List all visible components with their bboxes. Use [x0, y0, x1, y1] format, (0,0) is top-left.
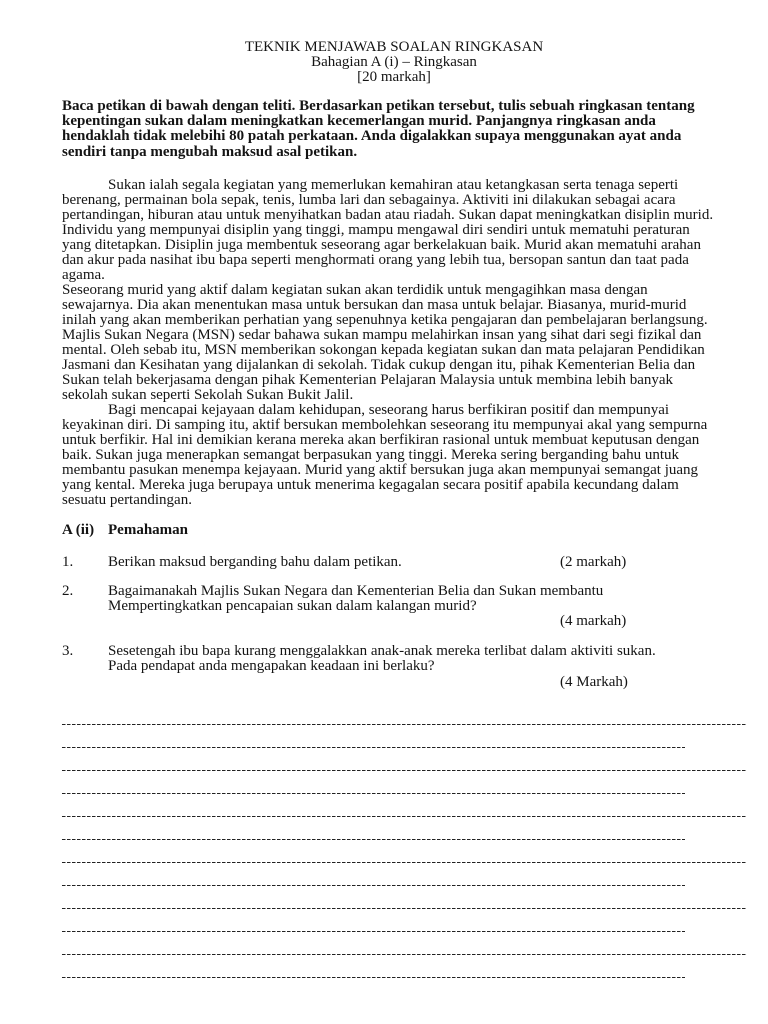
question-row — [62, 675, 726, 690]
answer-line — [62, 724, 746, 725]
question-row — [62, 644, 726, 659]
passage-paragraph-3 — [62, 403, 726, 508]
passage-line: membantu pasukan menempa kejayaan. Murid yang aktif bersukan juga akan mempunyai semangat juang — [62, 461, 699, 478]
question-marks: (4 markah) — [560, 612, 627, 629]
passage-line: sesuatu pertandingan. — [62, 491, 192, 508]
question-row — [62, 584, 726, 599]
comprehension-title: Pemahaman — [108, 521, 188, 538]
total-marks: [20 markah] — [357, 69, 431, 85]
passage-line: agama. — [62, 266, 105, 283]
passage-line: Sukan telah bekerjasama dengan pihak Kementerian Pelajaran Malaysia untuk membina lebih banyak — [62, 371, 674, 388]
answer-line — [62, 954, 746, 955]
question-text-line: Bagaimanakah Majlis Sukan Negara dan Kementerian Belia dan Sukan membantu — [108, 582, 604, 599]
passage-line: yang ditetapkan. Disiplin juga membentuk seseorang agar berkelakuan baik. Murid akan mematuhi arahan — [62, 236, 701, 253]
instruction-line: sendiri tanpa mengubah maksud asal petikan. — [62, 143, 358, 160]
passage-line: baik. Sukan juga menerapkan semangat berpasukan yang tinggi. Mereka sering berganding bahu untuk — [62, 446, 680, 463]
passage-line: keyakinan diri. Di samping itu, aktif bersukan membolehkan seseorang itu mempunyai akal yang sempurna — [62, 416, 708, 433]
passage-line: berenang, permainan bola sepak, tenis, lumba lari dan sebagainya. Aktiviti ini dilakukan sebagai acara — [62, 191, 676, 208]
answer-line — [62, 885, 685, 886]
passage — [62, 178, 726, 508]
answer-line — [62, 793, 685, 794]
passage-line: inilah yang akan memberikan perhatian yang sepenuhnya ketika pengajaran dan pembelajaran berlangsung. — [62, 311, 708, 328]
instruction-line: hendaklah tidak melebihi 80 patah perkataan. Anda digalakkan supaya menggunakan ayat anda — [62, 128, 682, 145]
answer-line — [62, 770, 746, 771]
document-title: TEKNIK MENJAWAB SOALAN RINGKASAN — [244, 39, 544, 55]
answer-line — [62, 977, 685, 978]
answer-line — [62, 816, 746, 817]
passage-line: untuk berfikir. Hal ini demikian kerana mereka akan berfikiran rasional untuk membuat keputusan dengan — [62, 431, 700, 448]
question-row — [62, 659, 726, 674]
answer-line — [62, 908, 746, 909]
answer-line — [62, 862, 746, 863]
passage-line: sekolah sukan seperti Sekolah Sukan Bukit Jalil. — [62, 386, 354, 403]
passage-line: Individu yang mempunyai disiplin yang tinggi, mampu mengawal diri sendiri untuk mematuhi peraturan — [62, 221, 690, 238]
question-text-line: Sesetengah ibu bapa kurang menggalakkan anak-anak mereka terlibat dalam aktiviti sukan. — [108, 642, 656, 659]
passage-line: pertandingan, hiburan atau untuk menyihatkan badan atau riadah. Sukan dapat meningkatkan disiplin murid. — [62, 206, 714, 223]
question-number: 1. — [62, 553, 74, 570]
question-row — [62, 555, 726, 570]
question-marks: (2 markah) — [560, 553, 627, 570]
passage-paragraph-2 — [62, 283, 726, 403]
question-number: 2. — [62, 582, 74, 599]
passage-line: Seseorang murid yang aktif dalam kegiatan sukan akan terdidik untuk mengagihkan masa dengan — [62, 281, 648, 298]
passage-paragraph-1 — [62, 178, 726, 283]
question-text-line: Mempertingkatkan pencapaian sukan dalam kalangan murid? — [108, 597, 477, 614]
section-subtitle: Bahagian A (i) – Ringkasan — [311, 54, 477, 70]
passage-line: Sukan ialah segala kegiatan yang memerlukan kemahiran atau ketangkasan serta tenaga seperti — [108, 176, 679, 193]
question-number: 3. — [62, 642, 74, 659]
comprehension-label: A (ii) — [62, 521, 95, 538]
instructions-paragraph — [62, 99, 726, 160]
passage-line: Jasmani dan Kesihatan yang dijalankan di sekolah. Tidak cukup dengan itu, pihak Kementerian Belia dan — [62, 356, 696, 373]
instruction-line: kepentingan sukan dalam meningkatkan kecemerlangan murid. Panjangnya ringkasan anda — [62, 113, 656, 130]
passage-line: Majlis Sukan Negara (MSN) sedar bahawa sukan mampu melahirkan insan yang sihat dari segi fizikal dan — [62, 326, 702, 343]
comprehension-heading — [62, 523, 726, 538]
passage-line: sewajarnya. Dia akan menentukan masa untuk bersukan dan masa untuk belajar. Biasanya, murid-murid — [62, 296, 687, 313]
question-row — [62, 599, 726, 614]
answer-line — [62, 931, 685, 932]
question-row — [62, 614, 726, 629]
answer-line — [62, 839, 685, 840]
instruction-line: Baca petikan di bawah dengan teliti. Berdasarkan petikan tersebut, tulis sebuah ringkasan tentang — [62, 98, 695, 114]
document-header — [62, 40, 726, 85]
answer-line — [62, 747, 685, 748]
passage-line: Bagi mencapai kejayaan dalam kehidupan, seseorang harus berfikiran positif dan mempunyai — [108, 401, 670, 418]
passage-line: dan akur pada nasihat ibu bapa seperti menghormati orang yang lebih tua, bersopan santun dan taat pada — [62, 251, 689, 268]
passage-line: mental. Oleh sebab itu, MSN memberikan sokongan kepada kegiatan sukan dan mata pelajaran Pendidikan — [62, 341, 705, 358]
question-text-line: Pada pendapat anda mengapakan keadaan ini berlaku? — [108, 658, 435, 674]
question-text-line: Berikan maksud berganding bahu dalam petikan. — [108, 553, 402, 570]
question-marks: (4 Markah) — [560, 673, 628, 690]
passage-line: yang kental. Mereka juga berupaya untuk menerima kegagalan secara positif apabila kecundang dalam — [62, 476, 679, 493]
